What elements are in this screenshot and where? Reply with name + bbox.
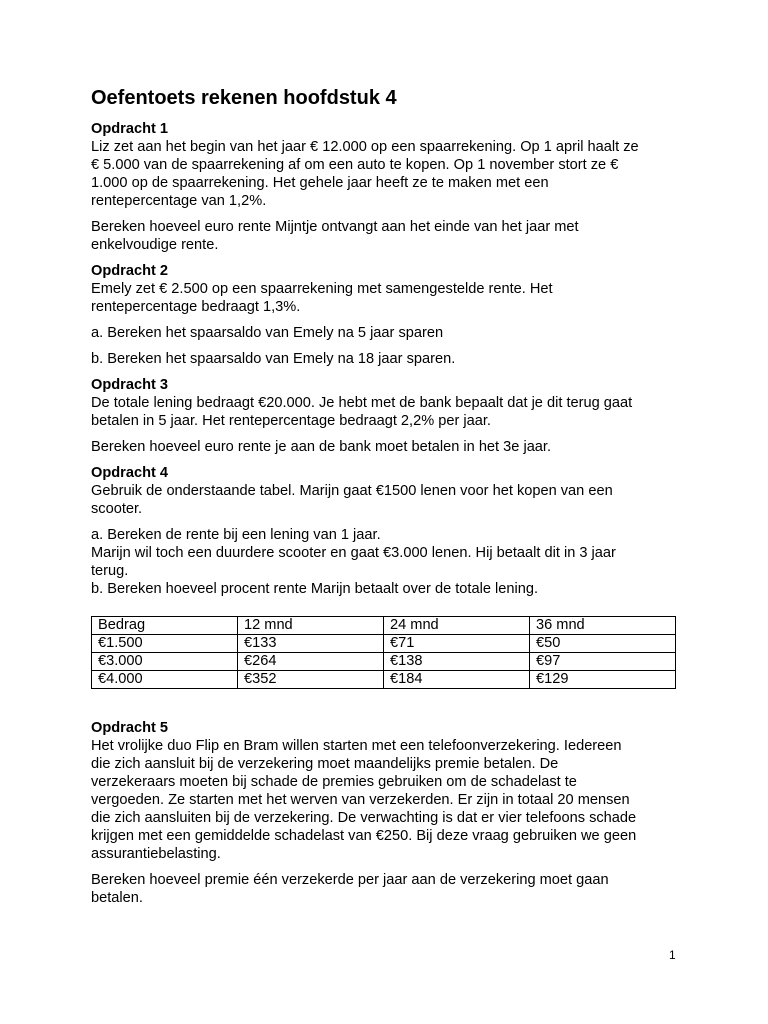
opdracht-1-question: enkelvoudige rente. [91,237,219,253]
opdracht-4-part: terug. [91,563,129,579]
table-cell: €264 [238,653,384,671]
opdracht-2-part-a: a. Bereken het spaarsaldo van Emely na 5 jaar sparen [91,325,444,341]
table-cell: €1.500 [92,635,238,653]
table-header-cell: Bedrag [92,617,238,635]
opdracht-2-line: Emely zet € 2.500 op een spaarrekening met samengestelde rente. Het [91,281,553,297]
opdracht-4-heading: Opdracht 4 [91,465,169,481]
opdracht-3 [91,376,681,456]
table-cell: €184 [384,671,530,689]
opdracht-1 [91,120,681,254]
opdracht-2-heading: Opdracht 2 [91,263,169,279]
opdracht-5-question: Bereken hoeveel premie één verzekerde per jaar aan de verzekering moet gaan [91,872,609,888]
table-cell: €50 [530,635,676,653]
table-cell: €129 [530,671,676,689]
opdracht-5-line: Het vrolijke duo Flip en Bram willen starten met een telefoonverzekering. Iedereen [91,738,622,754]
opdracht-2-line: rentepercentage bedraagt 1,3%. [91,299,301,315]
opdracht-4-part: Marijn wil toch een duurdere scooter en gaat €3.000 lenen. Hij betaalt dit in 3 jaar [91,545,616,561]
table-header-row [92,617,676,635]
page-number: 1 [669,948,676,962]
opdracht-5-line: krijgen met een gemiddelde schadelast van €250. Bij deze vraag gebruiken we geen [91,828,637,844]
opdracht-3-line: betalen in 5 jaar. Het rentepercentage bedraagt 2,2% per jaar. [91,413,491,429]
table-header-cell: 24 mnd [384,617,530,635]
opdracht-5-line: die zich aansluit bij de verzekering moet maandelijks premie betalen. De [91,756,559,772]
table-row [92,671,676,689]
opdracht-1-line: Liz zet aan het begin van het jaar € 12.000 op een spaarrekening. Op 1 april haalt ze [91,139,639,155]
opdracht-4-line: scooter. [91,501,143,517]
opdracht-4-part: b. Bereken hoeveel procent rente Marijn betaalt over de totale lening. [91,581,539,597]
table-cell: €138 [384,653,530,671]
opdracht-4 [91,464,681,689]
opdracht-1-question: Bereken hoeveel euro rente Mijntje ontvangt aan het einde van het jaar met [91,219,579,235]
table-row [92,653,676,671]
table-cell: €352 [238,671,384,689]
opdracht-5-line: vergoeden. Ze starten met het werven van verzekerden. Er zijn in totaal 20 mensen [91,792,630,808]
table-cell: €3.000 [92,653,238,671]
table-header-cell: 36 mnd [530,617,676,635]
opdracht-3-heading: Opdracht 3 [91,377,169,393]
table-header-cell: 12 mnd [238,617,384,635]
table-cell: €4.000 [92,671,238,689]
table-cell: €97 [530,653,676,671]
opdracht-2-part-b: b. Bereken het spaarsaldo van Emely na 18 jaar sparen. [91,351,456,367]
opdracht-5-heading: Opdracht 5 [91,720,169,736]
opdracht-3-question: Bereken hoeveel euro rente je aan de bank moet betalen in het 3e jaar. [91,439,552,455]
table-cell: €71 [384,635,530,653]
page-title: Oefentoets rekenen hoofdstuk 4 [91,87,397,109]
rente-table [91,616,676,689]
document-page [91,86,681,907]
opdracht-1-line: rentepercentage van 1,2%. [91,193,267,209]
opdracht-5-question: betalen. [91,890,143,906]
table-row [92,635,676,653]
opdracht-4-part: a. Bereken de rente bij een lening van 1 jaar. [91,527,381,543]
opdracht-5-line: verzekeraars moeten bij schade de premies gebruiken om de schadelast te [91,774,577,790]
opdracht-4-line: Gebruik de onderstaande tabel. Marijn gaat €1500 lenen voor het kopen van een [91,483,613,499]
table-cell: €133 [238,635,384,653]
opdracht-3-line: De totale lening bedraagt €20.000. Je hebt met de bank bepaalt dat je dit terug gaat [91,395,633,411]
opdracht-5 [91,719,681,907]
opdracht-1-heading: Opdracht 1 [91,121,169,137]
opdracht-1-line: 1.000 op de spaarrekening. Het gehele jaar heeft ze te maken met een [91,175,549,191]
opdracht-5-line: die zich aansluiten bij de verzekering. De verwachting is dat er vier telefoons schade [91,810,637,826]
opdracht-1-line: € 5.000 van de spaarrekening af om een auto te kopen. Op 1 november stort ze € [91,157,619,173]
opdracht-5-line: assurantiebelasting. [91,846,221,862]
opdracht-2 [91,262,681,368]
